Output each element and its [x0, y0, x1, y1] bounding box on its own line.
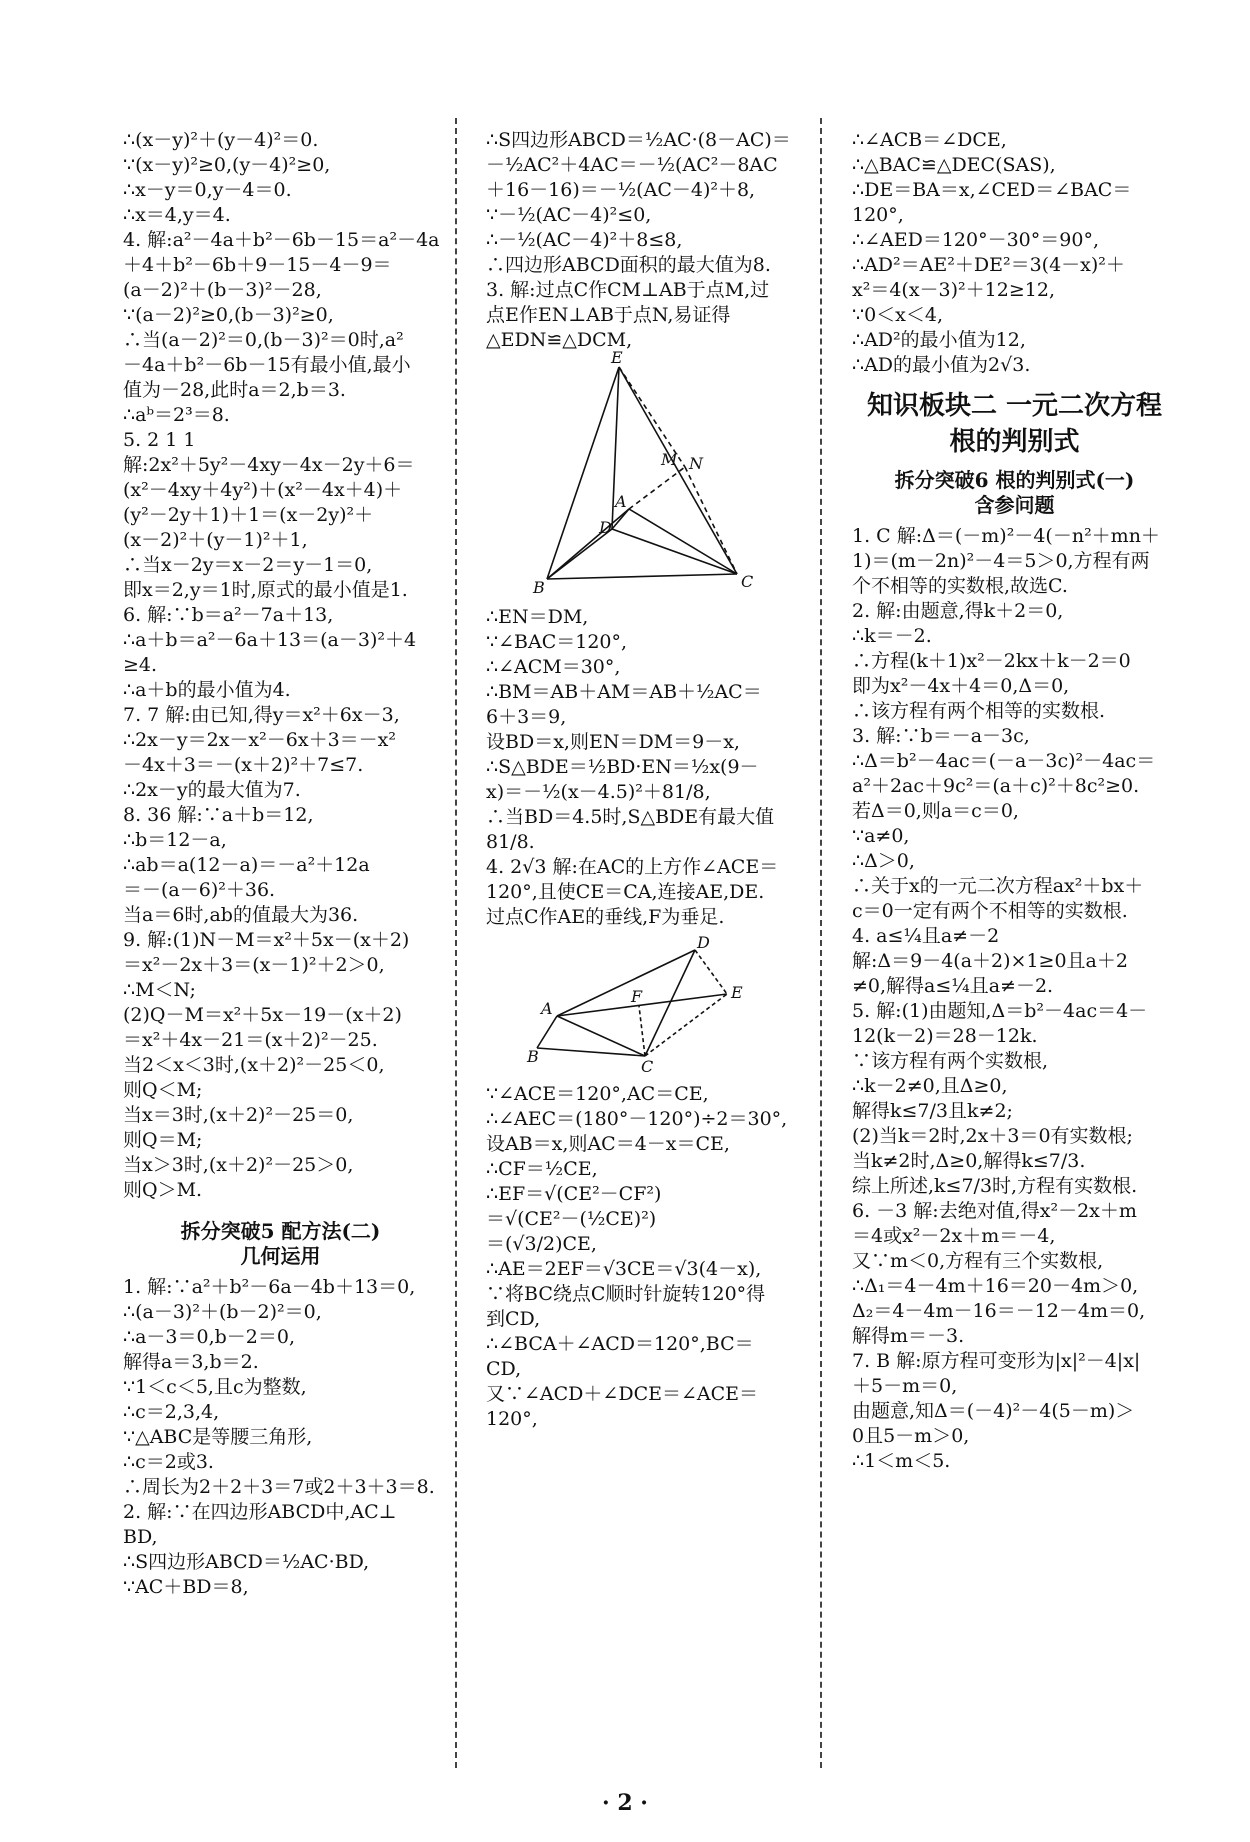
block-subtitle: 根的判别式 [949, 427, 1080, 457]
text-line: 6＋3＝9, [486, 706, 567, 728]
text-line: 即为x²－4x＋4＝0,Δ＝0, [852, 675, 1070, 697]
text-line: ∴方程(k＋1)x²－2kx＋k－2＝0 [852, 650, 1131, 672]
text-line: －4x＋3＝－(x＋2)²＋7≤7. [123, 754, 364, 776]
column-1 [123, 128, 438, 1600]
text-line: ∴CF＝½CE, [486, 1158, 598, 1180]
section-title: 拆分突破6 根的判别式(一) [894, 468, 1135, 492]
text-line: (2)当k＝2时,2x＋3＝0有实数根; [852, 1125, 1133, 1147]
text-line: x²＝4(x－3)²＋12≥12, [852, 279, 1055, 301]
text-line: ∴四边形ABCD面积的最大值为8. [486, 254, 771, 276]
text-line: 个不相等的实数根,故选C. [852, 575, 1068, 597]
text-line: 120°,且使CE＝CA,连接AE,DE. [486, 881, 765, 903]
text-line: ∴该方程有两个相等的实数根. [852, 700, 1106, 722]
text-line: 解得m＝－3. [852, 1325, 965, 1347]
text-line: －4a＋b²－6b－15有最小值,最小 [123, 354, 411, 376]
fig2-label-F: F [631, 987, 643, 1006]
col2c-lines [486, 1082, 798, 1432]
text-line: 则Q＝M; [123, 1129, 203, 1151]
text-line: ∵(x－y)²≥0,(y－4)²≥0, [123, 154, 331, 176]
text-line: ∴BM＝AB＋AM＝AB＋½AC＝ [486, 681, 762, 703]
text-line: ∴AD的最小值为2√3. [852, 354, 1031, 376]
fig1-label-N: N [689, 454, 703, 473]
fig1-label-D: D [599, 518, 612, 537]
text-line: ≥4. [123, 654, 158, 676]
text-line: ∴AD²＝AE²＋DE²＝3(4－x)²＋ [852, 254, 1125, 276]
fig1-label-B: B [533, 578, 545, 597]
text-line: ∴aᵇ＝2³＝8. [123, 404, 230, 426]
text-line: 4. a≤¼且a≠－2 [852, 925, 1000, 947]
text-line: 4. 解:a²－4a＋b²－6b－15＝a²－4a [123, 229, 440, 251]
section-subtitle: 含参问题 [974, 493, 1055, 517]
text-line: 5. 解:(1)由题知,Δ＝b²－4ac＝4－ [852, 1000, 1148, 1022]
text-line: ∴a＋b的最小值为4. [123, 679, 291, 701]
text-line: ∴c＝2或3. [123, 1451, 214, 1473]
text-line: ∴∠AED＝120°－30°＝90°, [852, 229, 1099, 251]
column-2 [486, 128, 798, 1432]
geometry-figure-2 [527, 933, 757, 1076]
text-line: 到CD, [486, 1308, 541, 1330]
text-line: ∵0＜x＜4, [852, 304, 944, 326]
text-line: ∵将BC绕点C顺时针旋转120°得 [486, 1283, 766, 1305]
text-line: ∴1＜m＜5. [852, 1450, 951, 1472]
fig1-label-A: A [615, 492, 627, 511]
fig1-label-C: C [741, 572, 754, 591]
text-line: 1)＝(m－2n)²－4＝5＞0,方程有两 [852, 550, 1150, 572]
text-line: 值为－28,此时a＝2,b＝3. [123, 379, 346, 401]
text-line: 120°, [486, 1408, 538, 1430]
text-line: ＋5－m＝0, [852, 1375, 958, 1397]
text-line: ∴Δ＞0, [852, 850, 915, 872]
fig2-label-A: A [541, 999, 553, 1018]
fig1-label-M: M [661, 450, 678, 469]
text-line: 当a＝6时,ab的值最大为36. [123, 904, 359, 926]
text-line: ＝－(a－6)²＋36. [123, 879, 276, 901]
text-line: ＝x²－2x＋3＝(x－1)²＋2＞0, [123, 954, 385, 976]
text-line: 6. －3 解:去绝对值,得x²－2x＋m [852, 1200, 1137, 1222]
text-line: ∴∠ACM＝30°, [486, 656, 621, 678]
text-line: ∵(a－2)²≥0,(b－3)²≥0, [123, 304, 334, 326]
text-line: ∵－½(AC－4)²≤0, [486, 204, 652, 226]
text-line: 8. 36 解:∵a＋b＝12, [123, 804, 314, 826]
text-line: 7. 7 解:由已知,得y＝x²＋6x－3, [123, 704, 400, 726]
col3b-lines [852, 524, 1177, 1474]
text-line: 综上所述,k≤7/3时,方程有实数根. [852, 1175, 1138, 1197]
text-line: 解得a＝3,b＝2. [123, 1351, 259, 1373]
text-line: ∴Δ＝b²－4ac＝(－a－3c)²－4ac＝ [852, 750, 1156, 772]
text-line: 解:Δ＝9－4(a＋2)×1≥0且a＋2 [852, 950, 1128, 972]
text-line: ∴∠AEC＝(180°－120°)÷2＝30°, [486, 1108, 788, 1130]
fig2-label-E: E [731, 983, 743, 1002]
col2a-lines [486, 128, 798, 353]
text-line: ∴当(a－2)²＝0,(b－3)²＝0时,a² [123, 329, 404, 351]
text-line: 设BD＝x,则EN＝DM＝9－x, [486, 731, 740, 753]
text-line: 当x＝3时,(x＋2)²－25＝0, [123, 1104, 354, 1126]
text-line: ∴当BD＝4.5时,S△BDE有最大值 [486, 806, 775, 828]
text-line: 即x＝2,y＝1时,原式的最小值是1. [123, 579, 408, 601]
col3a-lines [852, 128, 1177, 378]
text-line: 又∵m＜0,方程有三个实数根, [852, 1250, 1104, 1272]
text-line: 6. 解:∵b＝a²－7a＋13, [123, 604, 334, 626]
text-line: ∴2x－y的最大值为7. [123, 779, 301, 801]
text-line: ＋16－16)＝－½(AC－4)²＋8, [486, 179, 756, 201]
text-line: 1. 解:∵a²＋b²－6a－4b＋13＝0, [123, 1276, 416, 1298]
text-line: 当x＞3时,(x＋2)²－25＞0, [123, 1154, 354, 1176]
text-line: ∴c＝2,3,4, [123, 1401, 220, 1423]
fig2-label-D: D [697, 933, 710, 952]
text-line: x)＝－½(x－4.5)²＋81/8, [486, 781, 711, 803]
text-line: ∴当x－2y＝x－2＝y－1＝0, [123, 554, 373, 576]
text-line: ∴a－3＝0,b－2＝0, [123, 1326, 296, 1348]
text-line: ∴EF＝√(CE²－CF²) [486, 1183, 662, 1205]
text-line: 3. 解:过点C作CM⊥AB于点M,过 [486, 279, 770, 301]
section-heading-5 [123, 1219, 438, 1269]
text-line: ∴x＝4,y＝4. [123, 204, 231, 226]
text-line: 9. 解:(1)N－M＝x²＋5x－(x＋2) [123, 929, 410, 951]
text-line: 0且5－m＞0, [852, 1425, 970, 1447]
text-line: a²＋2ac＋9c²＝(a＋c)²＋8c²≥0. [852, 775, 1140, 797]
text-line: 设AB＝x,则AC＝4－x＝CE, [486, 1133, 730, 1155]
block-title: 知识板块二 一元二次方程 [866, 391, 1163, 421]
text-line: 当k≠2时,Δ≥0,解得k≤7/3. [852, 1150, 1086, 1172]
text-line: ∵a≠0, [852, 825, 910, 847]
col1-lines [123, 128, 438, 1203]
text-line: ∵1＜c＜5,且c为整数, [123, 1376, 307, 1398]
text-line: ∴∠BCA＋∠ACD＝120°,BC＝ [486, 1333, 754, 1355]
text-line: (y²－2y＋1)＋1＝(x－2y)²＋ [123, 504, 374, 526]
text-line: ∴AD²的最小值为12, [852, 329, 1026, 351]
text-line: (2)Q－M＝x²＋5x－19－(x＋2) [123, 1004, 402, 1026]
text-line: ∴k－2≠0,且Δ≥0, [852, 1075, 1008, 1097]
text-line: 1. C 解:Δ＝(－m)²－4(－n²＋mn＋ [852, 525, 1160, 547]
text-line: ∴2x－y＝2x－x²－6x＋3＝－x² [123, 729, 396, 751]
col1b-lines [123, 1275, 438, 1600]
text-line: Δ₂＝4－4m－16＝－12－4m＝0, [852, 1300, 1146, 1322]
geometry-figure-1 [527, 348, 757, 599]
text-line: 81/8. [486, 831, 535, 853]
text-line: 3. 解:∵b＝－a－3c, [852, 725, 1030, 747]
text-line: ∴ab＝a(12－a)＝－a²＋12a [123, 854, 370, 876]
text-line: ∴S四边形ABCD＝½AC·BD, [123, 1551, 370, 1573]
text-line: 解得k≤7/3且k≠2; [852, 1100, 1013, 1122]
fig1-label-E: E [611, 348, 623, 367]
text-line: 过点C作AE的垂线,F为垂足. [486, 906, 725, 928]
text-line: CD, [486, 1358, 522, 1380]
text-line: 又∵∠ACD＋∠DCE＝∠ACE＝ [486, 1383, 759, 1405]
text-line: ∵∠ACE＝120°,AC＝CE, [486, 1083, 709, 1105]
text-line: ∴S△BDE＝½BD·EN＝½x(9－ [486, 756, 759, 778]
text-line: ∴a＋b＝a²－6a＋13＝(a－3)²＋4 [123, 629, 417, 651]
text-line: 4. 2√3 解:在AC的上方作∠ACE＝ [486, 856, 779, 878]
text-line: 2. 解:由题意,得k＋2＝0, [852, 600, 1064, 622]
text-line: ∴AE＝2EF＝√3CE＝√3(4－x), [486, 1258, 762, 1280]
text-line: 则Q＞M. [123, 1179, 203, 1201]
text-line: ＝(√3/2)CE, [486, 1233, 597, 1255]
text-line: 当2＜x＜3时,(x＋2)²－25＜0, [123, 1054, 385, 1076]
column-3 [852, 128, 1177, 1474]
text-line: ∴(a－3)²＋(b－2)²＝0, [123, 1301, 322, 1323]
text-line: 2. 解:∵在四边形ABCD中,AC⊥ [123, 1501, 397, 1523]
text-line: ∴k＝－2. [852, 625, 932, 647]
section-heading-block2 [852, 388, 1177, 460]
text-line: ∴Δ₁＝4－4m＋16＝20－4m＞0, [852, 1275, 1139, 1297]
text-line: ＋4＋b²－6b＋9－15－4－9＝ [123, 254, 392, 276]
text-line: 解:2x²＋5y²－4xy－4x－2y＋6＝ [123, 454, 415, 476]
text-line: ∴x－y＝0,y－4＝0. [123, 179, 292, 201]
text-line: ≠0,解得a≤¼且a≠－2. [852, 975, 1054, 997]
text-line: ∵∠BAC＝120°, [486, 631, 628, 653]
text-line: 则Q＜M; [123, 1079, 203, 1101]
text-line: (x－2)²＋(y－1)²＋1, [123, 529, 308, 551]
text-line: －½AC²＋4AC＝－½(AC²－8AC [486, 154, 778, 176]
text-line: ∴周长为2＋2＋3＝7或2＋3＋3＝8. [123, 1476, 435, 1498]
text-line: BD, [123, 1526, 158, 1548]
col2b-lines [486, 605, 798, 930]
page-number: · 2 · [602, 1790, 648, 1816]
text-line: ＝x²＋4x－21＝(x＋2)²－25. [123, 1029, 378, 1051]
section-heading-6 [852, 468, 1177, 518]
text-line: 7. B 解:原方程可变形为|x|²－4|x| [852, 1350, 1141, 1372]
text-line: 12(k－2)＝28－12k. [852, 1025, 1038, 1047]
text-line: △EDN≌△DCM, [486, 329, 633, 351]
section-title: 拆分突破5 配方法(二) [180, 1219, 381, 1243]
text-line: (x²－4xy＋4y²)＋(x²－4x＋4)＋ [123, 479, 403, 501]
text-line: ＝√(CE²－(½CE)²) [486, 1208, 657, 1230]
text-line: ∴S四边形ABCD＝½AC·(8－AC)＝ [486, 129, 791, 151]
text-line: ∵该方程有两个实数根, [852, 1050, 1049, 1072]
text-line: 5. 2 1 1 [123, 429, 196, 451]
fig2-label-B: B [527, 1047, 539, 1066]
text-line: 若Δ＝0,则a＝c＝0, [852, 800, 1019, 822]
fig2-label-C: C [641, 1057, 654, 1076]
text-line: ∴△BAC≌△DEC(SAS), [852, 154, 1056, 176]
text-line: ∴－½(AC－4)²＋8≤8, [486, 229, 683, 251]
text-line: ∴∠ACB＝∠DCE, [852, 129, 1007, 151]
text-line: ∴EN＝DM, [486, 606, 589, 628]
text-line: 120°, [852, 204, 904, 226]
section-subtitle: 几何运用 [240, 1244, 321, 1268]
text-line: ∴DE＝BA＝x,∠CED＝∠BAC＝ [852, 179, 1132, 201]
text-line: 由题意,知Δ＝(－4)²－4(5－m)＞ [852, 1400, 1135, 1422]
text-line: ∴关于x的一元二次方程ax²＋bx＋ [852, 875, 1144, 897]
text-line: ∵△ABC是等腰三角形, [123, 1426, 313, 1448]
text-line: c＝0一定有两个不相等的实数根. [852, 900, 1128, 922]
text-line: ∴M＜N; [123, 979, 196, 1001]
text-line: ＝4或x²－2x＋m＝－4, [852, 1225, 1056, 1247]
text-line: ∴b＝12－a, [123, 829, 227, 851]
column-divider-2 [820, 118, 822, 1768]
text-line: ∴(x－y)²＋(y－4)²＝0. [123, 129, 319, 151]
column-divider-1 [455, 118, 457, 1768]
text-line: 点E作EN⊥AB于点N,易证得 [486, 304, 731, 326]
text-line: (a－2)²＋(b－3)²－28, [123, 279, 322, 301]
text-line: ∵AC＋BD＝8, [123, 1576, 249, 1598]
